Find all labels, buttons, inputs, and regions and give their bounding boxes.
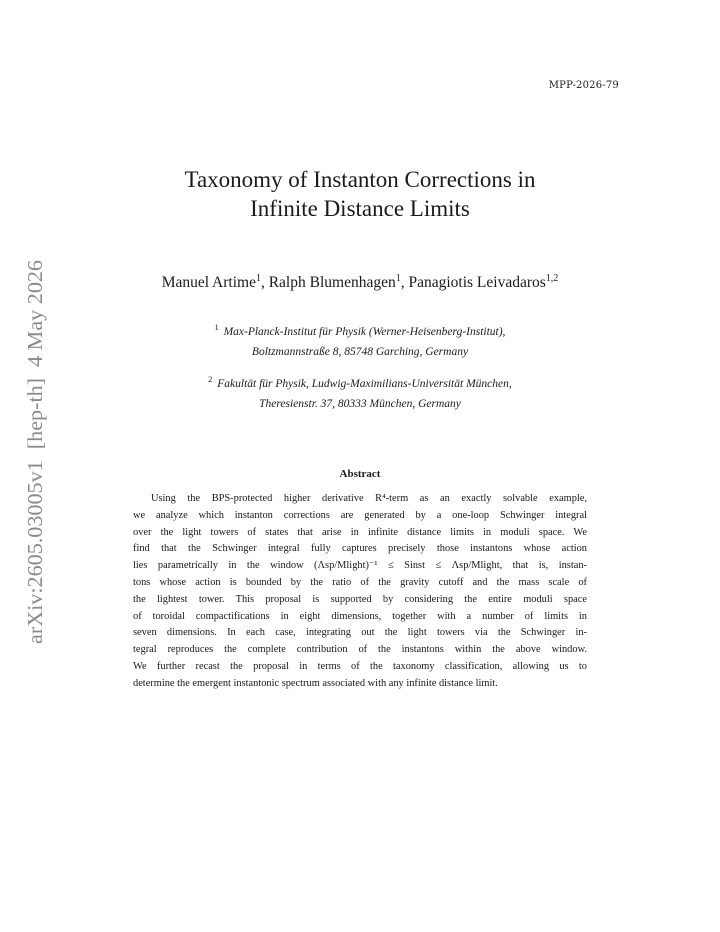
author-name: Panagiotis Leivadaros <box>408 274 546 291</box>
abstract-body <box>133 491 587 693</box>
abstract-line: find that the Schwinger integral fully captures precisely those instantons whose action <box>133 543 587 555</box>
arxiv-stamp-text: arXiv:2605.03005v1 [hep-th] 4 May 2026 <box>23 279 47 644</box>
author-separator: , <box>400 274 409 291</box>
affiliation-2 <box>100 374 620 414</box>
affiliation-line: Fakultät für Physik, Ludwig-Maximilians-Universität München, <box>217 378 512 390</box>
abstract-line: We further recast the proposal in terms of the taxonomy classification, allowing us to <box>133 660 587 672</box>
title-line-2: Infinite Distance Limits <box>250 196 470 221</box>
abstract-line: determine the emergent instantonic spectrum associated with any infinite distance limit. <box>133 677 498 689</box>
title-line-1: Taxonomy of Instanton Corrections in <box>184 167 536 192</box>
abstract-line: the lightest tower. This proposal is supported by considering the entire moduli space <box>133 593 587 605</box>
abstract-line: tegral reproduces the complete contribution of the instantons within the above window. <box>133 644 587 656</box>
abstract-line: Using the BPS-protected higher derivative R⁴-term as an exactly solvable example, <box>151 493 587 504</box>
author-affiliation-mark: 1 <box>255 273 261 284</box>
abstract-line: seven dimensions. In each case, integrating out the light towers via the Schwinger in- <box>133 627 587 639</box>
affiliation-mark: 2 <box>208 375 213 384</box>
report-number: MPP-2026-79 <box>548 80 619 91</box>
affiliation-1 <box>100 322 620 362</box>
author-name: Ralph Blumenhagen <box>268 274 396 291</box>
arxiv-identifier-stamp <box>10 258 56 644</box>
author-name: Manuel Artime <box>161 274 256 291</box>
abstract-heading: Abstract <box>339 468 381 480</box>
affiliation-line: Max-Planck-Institut für Physik (Werner-Heisenberg-Institut), <box>223 326 506 338</box>
affiliation-line: Theresienstr. 37, 80333 München, Germany <box>259 398 461 410</box>
author-affiliation-mark: 1 <box>395 273 401 284</box>
author-affiliation-mark: 1,2 <box>545 273 559 284</box>
affiliation-mark: 1 <box>214 323 219 332</box>
affiliation-line: Boltzmannstraße 8, 85748 Garching, Germany <box>251 346 469 358</box>
abstract-line: we analyze which instanton corrections are generated by a one-loop Schwinger integral <box>133 509 587 521</box>
abstract-line: lies parametrically in the window (Λsp/Mlight)⁻¹ ≤ Sinst ≤ Λsp/Mlight, that is, instan- <box>133 560 587 572</box>
author-separator: , <box>260 274 269 291</box>
abstract-line: tons whose action is bounded by the ratio of the gravity cutoff and the mass scale of <box>133 576 587 588</box>
author-list <box>100 274 620 292</box>
abstract-line: of toroidal compactifications in eight dimensions, together with a number of limits in <box>133 610 587 622</box>
paper-title <box>100 165 620 223</box>
abstract-line: over the light towers of states that arise in infinite distance limits in moduli space. We <box>133 526 587 538</box>
